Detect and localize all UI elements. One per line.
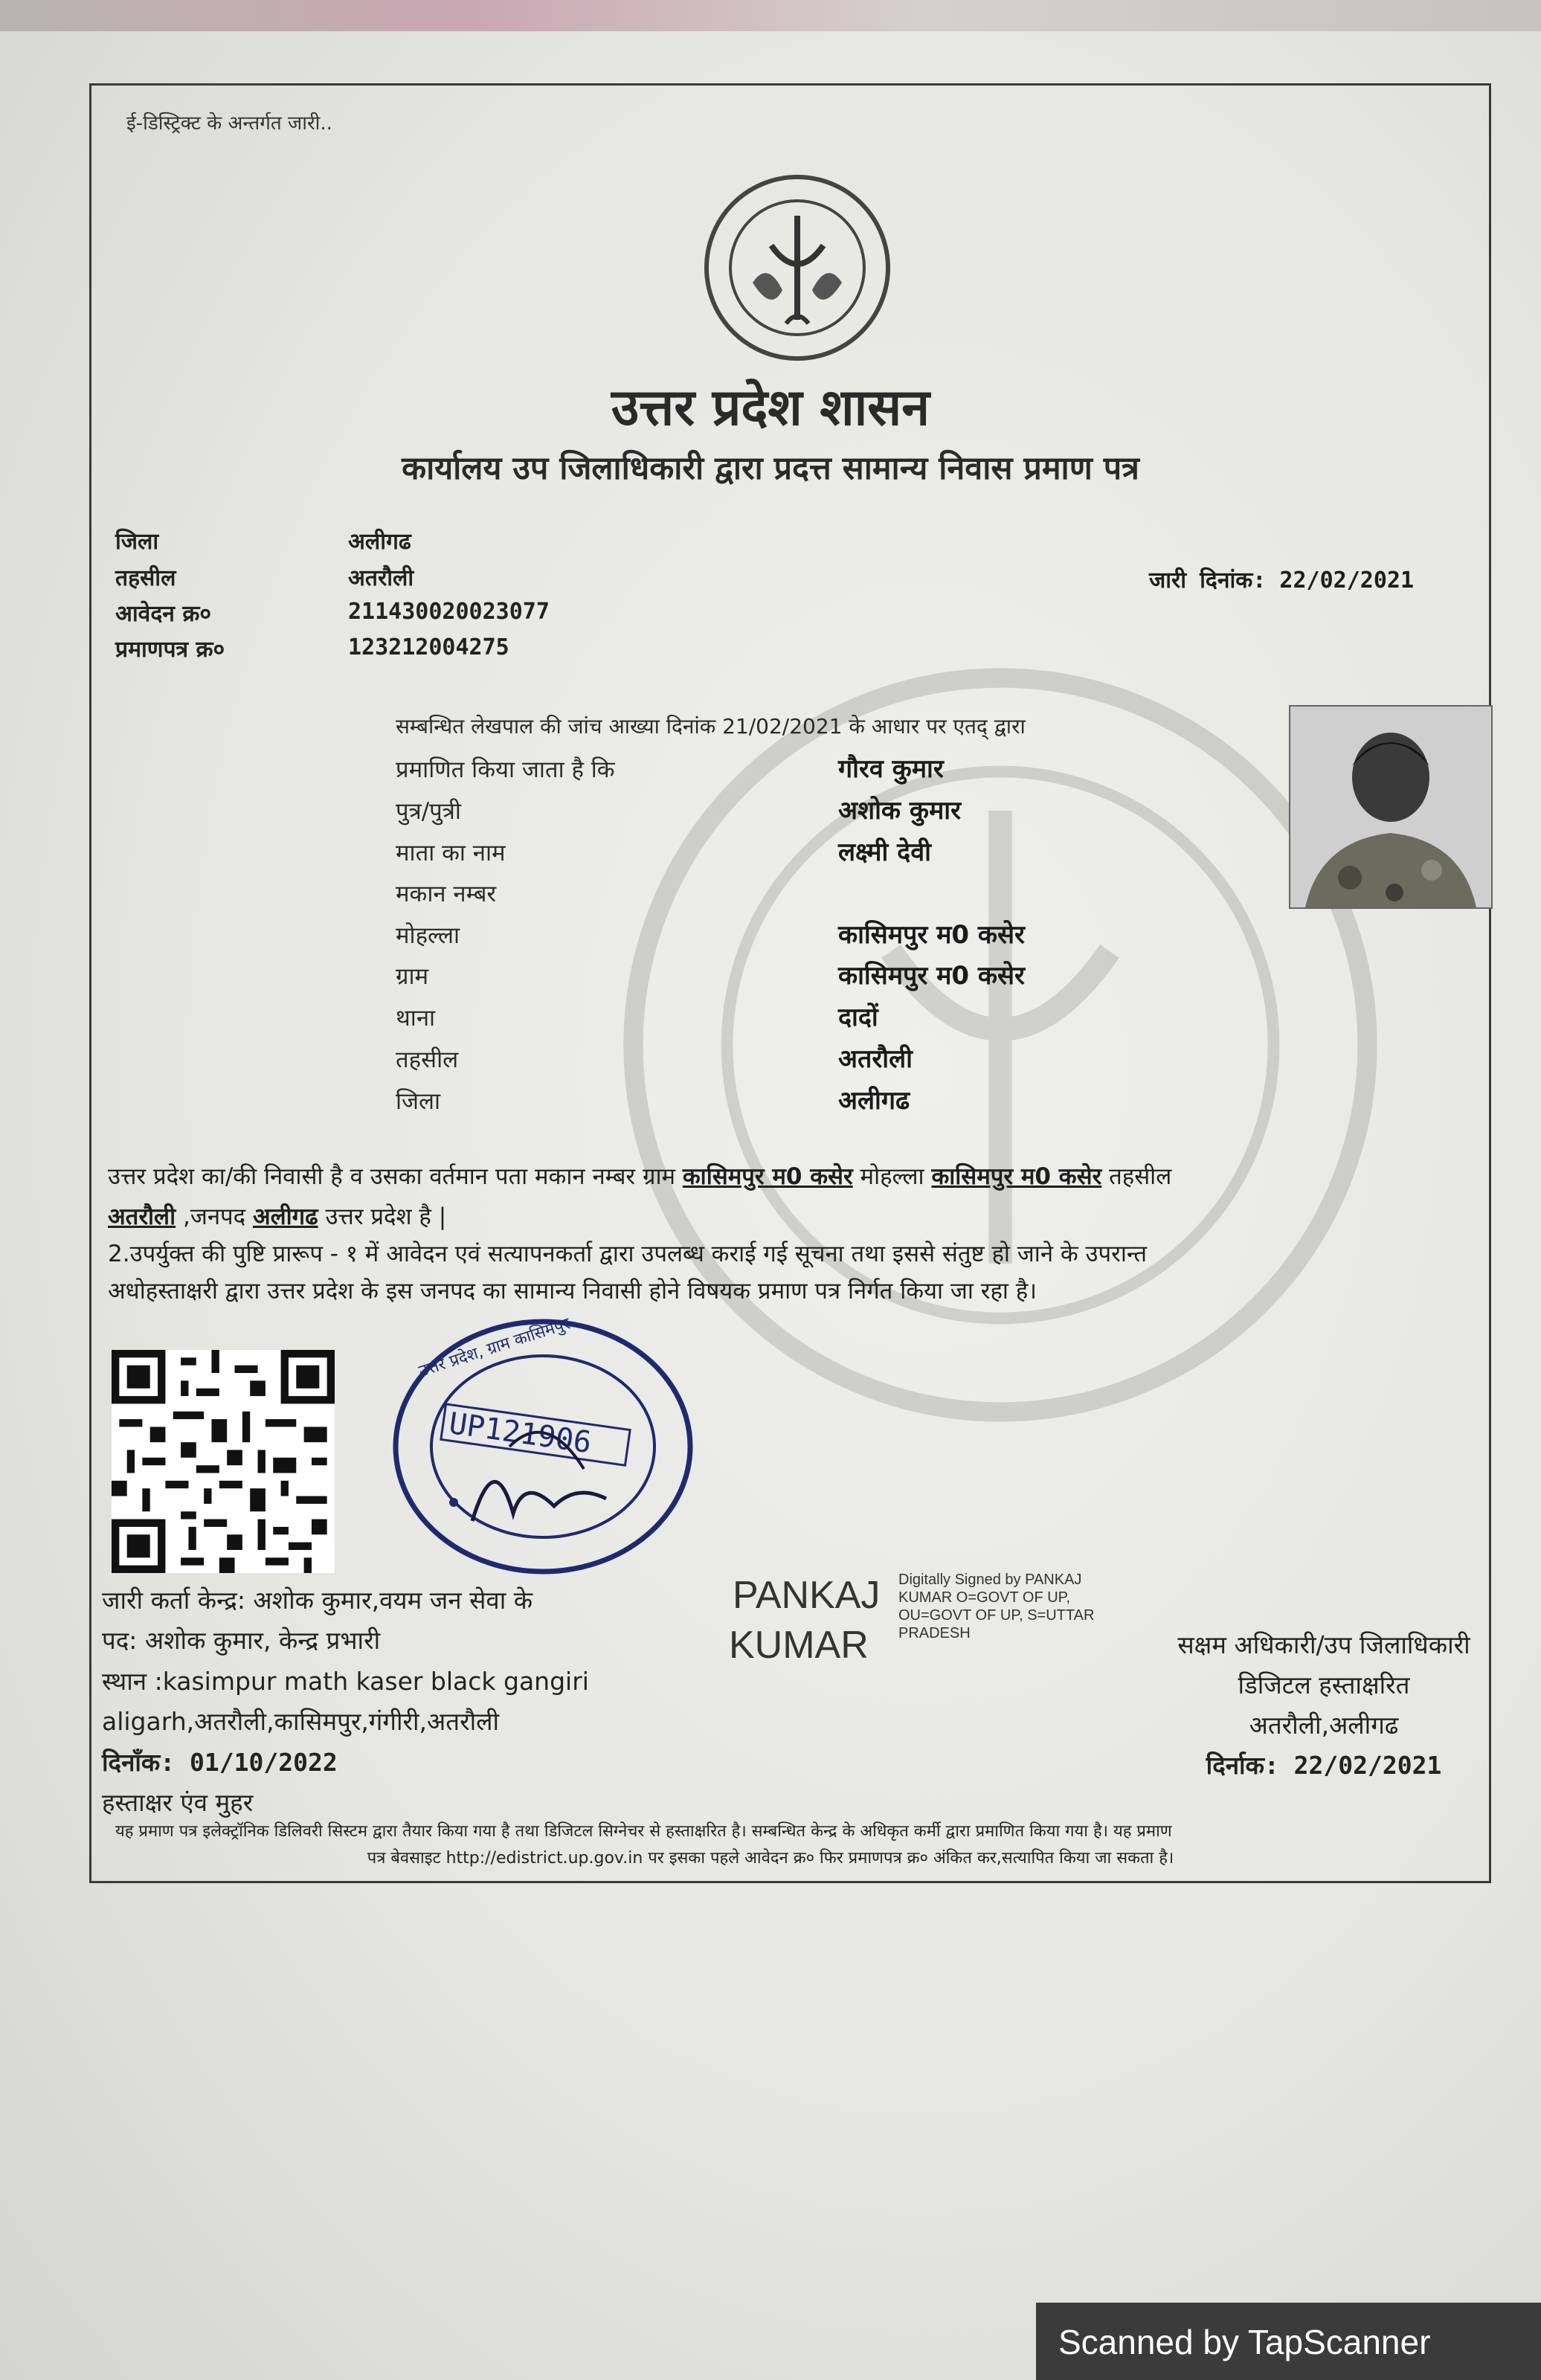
- digital-signature-line: KUMAR O=GOVT OF UP,: [898, 1589, 1070, 1606]
- issuer-place-line1: स्थान :kasimpur math kaser black gangiri: [102, 1667, 589, 1696]
- meta-certificate-label: प्रमाणपत्र क्र०: [115, 637, 225, 663]
- field-tehsil-label: तहसील: [396, 1046, 459, 1073]
- edistrict-note: ई-डिस्ट्रिक्ट के अन्तर्गत जारी..: [126, 112, 332, 135]
- page-title: उत्तर प्रदेश शासन: [611, 379, 930, 437]
- meta-tehsil-value: अतरौली: [348, 565, 414, 591]
- digitally-signed-label: डिजिटल हस्ताक्षरित: [1238, 1670, 1410, 1699]
- digital-signer-last-name: KUMAR: [729, 1624, 869, 1667]
- para1-text: मोहल्ला: [852, 1163, 932, 1190]
- residence-paragraph-line1: [108, 1160, 1171, 1191]
- issue-date: जारी दिनांक: 22/02/2021: [1149, 567, 1415, 594]
- svg-text:उत्तर प्रदेश, ग्राम कासिमपुर: उत्तर प्रदेश, ग्राम कासिमपुर: [416, 1314, 573, 1381]
- thana-label: थाना: [396, 1005, 436, 1032]
- certified-label: प्रमाणित किया जाता है कि: [396, 756, 615, 783]
- village-value: कासिमपुर म0 कसेर: [838, 961, 1025, 991]
- father-name: अशोक कुमार: [838, 796, 962, 826]
- certificate-subtitle: कार्यालय उप जिलाधिकारी द्वारा प्रदत्त सामान्य निवास प्रमाण पत्र: [402, 450, 1139, 487]
- field-district-value: अलीगढ: [838, 1086, 910, 1116]
- para1-district: अलीगढ: [252, 1203, 318, 1230]
- mother-label: माता का नाम: [396, 840, 506, 866]
- verification-paragraph-line1: 2.उपर्युक्त की पुष्टि प्रारूप - १ में आवेदन एवं सत्यापनकर्ता द्वारा उपलब्ध कराई गई सूचना तथा इससे संतुष्ट हो जाने के उपरान्त: [108, 1241, 1148, 1267]
- issuer-date: दिनाँक: 01/10/2022: [102, 1748, 338, 1777]
- digital-signature-line: PRADESH: [898, 1625, 971, 1641]
- emblem-watermark-icon: [610, 654, 1391, 1435]
- competent-officer: सक्षम अधिकारी/उप जिलाधिकारी: [1177, 1630, 1470, 1659]
- holder-name: गौरव कुमार: [838, 754, 944, 784]
- child-of-label: पुत्र/पुत्री: [396, 798, 461, 825]
- village-label: ग्राम: [396, 963, 429, 990]
- issuer-place-line2: aligarh,अतरौली,कासिमपुर,गंगीरी,अतरौली: [102, 1707, 500, 1736]
- meta-district-label: जिला: [115, 529, 159, 555]
- scanner-watermark-badge: [1036, 2303, 1541, 2380]
- intro-line: सम्बन्धित लेखपाल की जांच आख्या दिनांक 21/02/2021 के आधार पर एतद् द्वारा: [396, 714, 1026, 739]
- issuer-post: पद: अशोक कुमार, केन्द्र प्रभारी: [102, 1626, 381, 1655]
- residence-paragraph-line2: [108, 1200, 446, 1232]
- holder-photo: [1289, 705, 1493, 909]
- field-tehsil-value: अतरौली: [838, 1044, 913, 1074]
- background-fabric-strip: [0, 0, 1541, 31]
- digital-signature-line: OU=GOVT OF UP, S=UTTAR: [898, 1607, 1095, 1624]
- para1-text: उत्तर प्रदेश है |: [318, 1203, 447, 1230]
- footer-line2: पत्र बेवसाइट http://edistrict.up.gov.in पर इसका पहले आवेदन क्र० फिर प्रमाणपत्र क्र० अंकित कर,सत्यापित किया जा सकता है।: [367, 1849, 1174, 1868]
- signature-seal-label: हस्ताक्षर एंव मुहर: [102, 1788, 254, 1817]
- digital-signer-first-name: PANKAJ: [733, 1574, 881, 1617]
- meta-application-label: आवेदन क्र०: [115, 601, 212, 627]
- meta-certificate-value: 123212004275: [348, 634, 509, 660]
- para1-text: ,जनपद: [176, 1203, 253, 1230]
- issuing-center: जारी कर्ता केन्द्र: अशोक कुमार,वयम जन सेवा के: [102, 1586, 533, 1615]
- para1-tehsil: अतरौली: [108, 1203, 176, 1230]
- up-state-emblem-icon: [701, 171, 894, 364]
- house-label: मकान नम्बर: [396, 881, 497, 907]
- meta-district-value: अलीगढ: [348, 529, 411, 555]
- digital-signature-details: [898, 1571, 1094, 1642]
- verification-paragraph-line2: अधोहस्ताक्षरी द्वारा उत्तर प्रदेश के इस जनपद का सामान्य निवासी होने विषयक प्रमाण पत्र निर्गत किया जा रहा है।: [108, 1278, 1037, 1305]
- field-district-label: जिला: [396, 1088, 441, 1115]
- person-photo-icon: [1290, 707, 1491, 907]
- officer-date: दिर्नाक: 22/02/2021: [1206, 1751, 1442, 1780]
- para1-text: उत्तर प्रदेश का/की निवासी है व उसका वर्तमान पता मकान नम्बर ग्राम: [108, 1163, 683, 1190]
- footer-line1: यह प्रमाण पत्र इलेक्ट्रॉनिक डिलिवरी सिस्टम द्वारा तैयार किया गया है तथा डिजिटल सिग्नेचर से हस्ताक्षरित है। सम्बन्धित केन्द्र के अधिकृत कर्मी द्वारा प्रमाणित किया गया है। यह प्रमाण: [115, 1822, 1172, 1841]
- para1-mohalla: कासिमपुर म0 कसेर: [931, 1163, 1102, 1190]
- mother-name: लक्ष्मी देवी: [838, 837, 931, 867]
- mohalla-label: मोहल्ला: [396, 922, 460, 949]
- stamp-id: UP121906: [446, 1406, 593, 1461]
- official-seal-stamp-icon: [383, 1298, 714, 1584]
- officer-place: अतरौली,अलीगढ: [1249, 1711, 1399, 1740]
- digital-signature-line: Digitally Signed by PANKAJ: [898, 1572, 1082, 1588]
- para1-village: कासिमपुर म0 कसेर: [682, 1163, 853, 1190]
- meta-tehsil-label: तहसील: [115, 565, 176, 591]
- scanner-watermark-text: Scanned by TapScanner: [1058, 2323, 1431, 2361]
- meta-application-value: 211430020023077: [348, 599, 550, 625]
- qr-code-icon: [112, 1350, 335, 1573]
- mohalla-value: कासिमपुर म0 कसेर: [838, 920, 1025, 950]
- thana-value: दादों: [838, 1003, 878, 1032]
- para1-text: तहसील: [1101, 1163, 1172, 1190]
